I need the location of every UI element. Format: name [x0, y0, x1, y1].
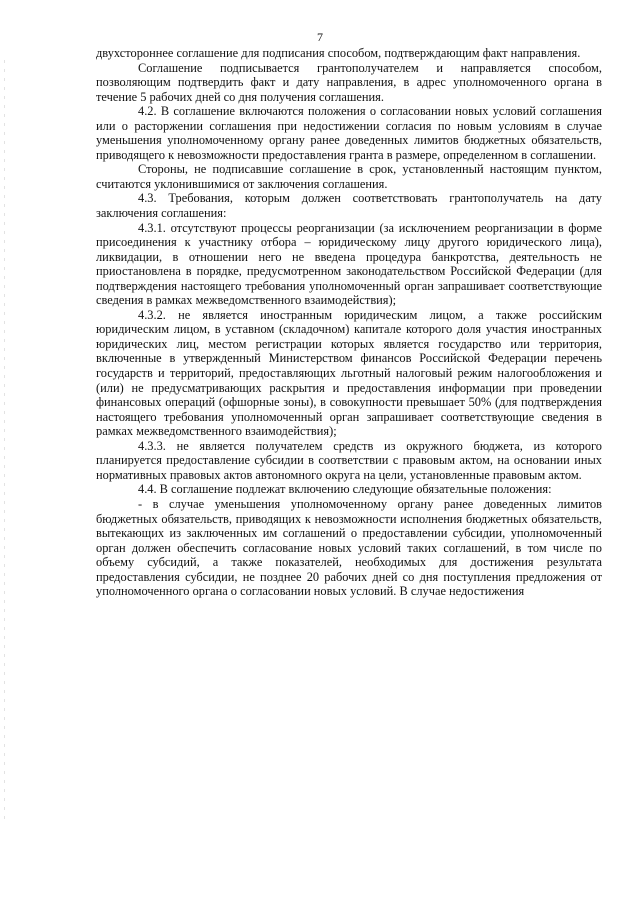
paragraph: 4.3.3. не является получателем средств из окружного бюджета, из которого планируется предоставление субсидии в соответствии с правовым актом, на основании иных нормативных правовых актов автономного округа на цели, установленные правовым актом.: [96, 438, 602, 482]
document-body: [96, 46, 602, 599]
paragraph: двухстороннее соглашение для подписания способом, подтверждающим факт направления.: [96, 46, 581, 60]
paragraph: 4.2. В соглашение включаются положения о согласовании новых условий соглашения или о расторжении соглашения при недостижении согласия по новым условиям в случае уменьшения уполномоченному органу ранее доведенных лимитов бюджетных обязательств, приводящего к невозможности предоставления гранта в размере, определенном в соглашении.: [96, 104, 602, 162]
paragraph: 4.3.2. не является иностранным юридическим лицом, а также российским юридическим лицом, в уставном (складочном) капитале которого доля участия иностранных юридических лиц, местом регистрации которых является государство или территория, включенные в утвержденный Министерством финансов Российской Федерации перечень государств и территорий, предоставляющих льготный налоговый режим налогообложения и (или) не предусматривающих раскрытия и предоставления информации при проведении финансовых операций (офшорные зоны), в совокупности превышает 50% (для подтверждения настоящего требования уполномоченный орган запрашивает соответствующие сведения в рамках межведомственного взаимодействия);: [96, 307, 602, 439]
paragraph: Стороны, не подписавшие соглашение в срок, установленный настоящим пунктом, считаются уклонившимися от заключения соглашения.: [96, 162, 602, 191]
paragraph: 4.4. В соглашение подлежат включению следующие обязательные положения:: [138, 482, 552, 497]
paragraph: - в случае уменьшения уполномоченному органу ранее доведенных лимитов бюджетных обязательств, приводящих к невозможности исполнения бюджетных обязательств, вытекающих из заключенных им соглашений о предоставлении субсидии, уполномоченный орган должен обеспечить согласование новых условий таких соглашений, в том числе по объему субсидий, а также показателей, необходимых для достижения результата предоставления субсидии, не позднее 20 рабочих дней со дня поступления предложения от уполномоченного органа о согласовании новых условий. В случае недостижения: [96, 496, 602, 599]
paragraph: 4.3. Требования, которым должен соответствовать грантополучатель на дату заключения соглашения:: [96, 191, 602, 221]
page-number: 7: [317, 30, 323, 44]
paragraph: 4.3.1. отсутствуют процессы реорганизации (за исключением реорганизации в форме присоединения к участнику отбора – юридическому лицу другого юридического лица), ликвидации, в отношении него не введена процедура банкротства, деятельность не приостановлена в порядке, предусмотренном законодательством Российской Федерации (для подтверждения настоящего требования уполномоченный орган запрашивает соответствующие сведения в рамках межведомственного взаимодействия);: [96, 220, 602, 308]
paragraph: Соглашение подписывается грантополучателем и направляется способом, позволяющим подтвердить факт и дату направления, в адрес уполномоченного органа в течение 5 рабочих дней со дня получения соглашения.: [96, 60, 602, 104]
scan-edge-artifact: [4, 60, 5, 820]
